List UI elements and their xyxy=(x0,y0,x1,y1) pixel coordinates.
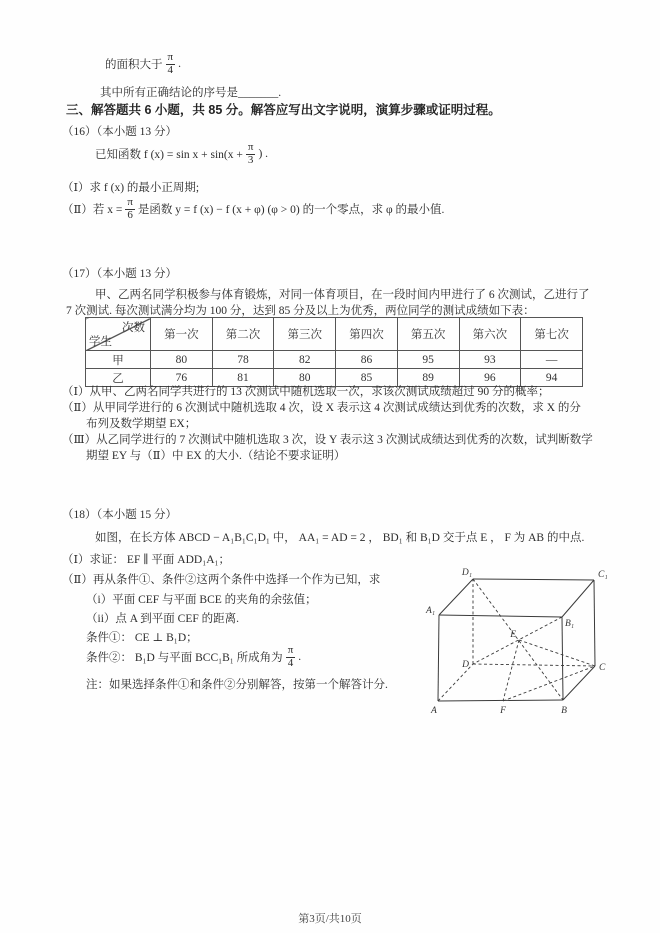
edge-dc-hidden xyxy=(473,664,595,666)
problem-17-part2-line2: 布列及数学期望 EX； xyxy=(86,418,197,430)
vertex-label-c1: C₁ xyxy=(598,570,608,580)
edge-ab xyxy=(438,700,563,701)
score-cell: 78 xyxy=(212,351,274,369)
prelude-area-suffix: . xyxy=(178,58,181,71)
p18-cond2-prefix: 条件②： B₁D 与平面 BCC₁B₁ 所成角为 xyxy=(86,652,283,665)
edge-bc xyxy=(563,666,595,700)
diagonal-b1d xyxy=(473,617,562,664)
score-cell: 80 xyxy=(151,351,213,369)
segment-ef xyxy=(503,640,519,701)
problem-17-part1: （Ⅰ）从甲、乙两名同学共进行的 13 次测试中随机选取一次，求该次测试成绩超过 90 分的概率； xyxy=(62,386,550,398)
vertex-label-f: F xyxy=(500,706,506,716)
p16-part2-prefix: （Ⅱ）若 x = xyxy=(62,204,123,217)
table-row xyxy=(86,351,583,369)
segment-ec xyxy=(519,640,595,666)
cuboid-figure xyxy=(425,562,625,727)
segment-fc xyxy=(503,666,595,701)
problem-16-part1: （Ⅰ）求 f (x) 的最小正周期; xyxy=(62,182,200,194)
col-header: 第一次 xyxy=(151,318,213,351)
score-cell: 96 xyxy=(459,369,521,387)
problem-18-part2: （Ⅱ）再从条件①、条件②这两个条件中选择一个作为已知，求 xyxy=(62,574,381,586)
score-cell: 86 xyxy=(336,351,398,369)
vertex-label-c: C xyxy=(599,663,606,673)
score-cell: 82 xyxy=(274,351,336,369)
col-header: 第五次 xyxy=(397,318,459,351)
problem-16-title: （16）（本小题 13 分） xyxy=(62,126,177,138)
col-header: 第六次 xyxy=(459,318,521,351)
vertex-label-a: A xyxy=(431,706,437,716)
fraction-pi-4-cond: $\frac{\pi}{4}$ xyxy=(287,644,294,669)
p16-part2-suffix: 是函数 y = f (x) − f (x + φ) (φ > 0) 的一个零点，求 φ 的最小值. xyxy=(137,204,445,217)
score-cell: 95 xyxy=(397,351,459,369)
problem-18-part1: （Ⅰ）求证： EF ∥ 平面 ADD₁A₁； xyxy=(62,554,231,566)
diagonal-d1b xyxy=(473,579,563,700)
edge-a1d1 xyxy=(439,579,473,615)
fraction-pi-6: $\frac{\pi}{6}$ xyxy=(127,196,133,221)
col-header: 第四次 xyxy=(336,318,398,351)
edge-c1b1 xyxy=(562,580,594,617)
corner-label-student: 学生 xyxy=(89,336,112,348)
vertex-label-d1: D₁ xyxy=(461,568,473,578)
vertex-label-b1: B₁ xyxy=(565,619,575,629)
problem-16-part2 xyxy=(62,197,444,222)
score-cell: 76 xyxy=(151,369,213,387)
score-cell: — xyxy=(521,351,583,369)
prelude-area-prefix: 的面积大于 xyxy=(105,59,163,72)
p18-cond2-suffix: . xyxy=(298,651,302,664)
problem-18-intro: 如图，在长方体 ABCD − A₁B₁C₁D₁ 中， AA₁ = AD = 2 ， BD₁ 和 B₁D 交于点 E ， F 为 AB 的中点. xyxy=(95,532,585,544)
prelude-area-line xyxy=(105,52,181,77)
corner-label-times: 次数 xyxy=(122,322,145,334)
edge-cc1 xyxy=(594,580,595,666)
section-heading: 三、解答题共 6 小题，共 85 分。解答应写出文字说明，演算步骤或证明过程。 xyxy=(66,103,501,117)
score-table xyxy=(85,317,583,387)
score-cell: 80 xyxy=(274,369,336,387)
vertex-label-a1: A₁ xyxy=(426,606,436,616)
problem-18-condition1: 条件①： CE ⊥ B₁D； xyxy=(86,632,198,644)
score-cell: 93 xyxy=(459,351,521,369)
p16-given-prefix: 已知函数 f (x) = sin x + sin(x + xyxy=(95,149,243,162)
fraction-pi-3: $\frac{\pi}{3}$ xyxy=(247,141,254,166)
edge-bb1 xyxy=(562,617,563,700)
vertex-label-d: D xyxy=(462,660,469,670)
problem-18-condition2 xyxy=(86,645,301,670)
col-header: 第七次 xyxy=(521,318,583,351)
problem-18-note: 注：如果选择条件①和条件②分别解答，按第一个解答计分. xyxy=(86,679,388,691)
problem-16-given xyxy=(95,142,268,167)
p16-given-suffix: ) . xyxy=(258,148,269,161)
row-header: 乙 xyxy=(86,369,151,387)
problem-18-part2-i: （i）平面 CEF 与平面 BCE 的夹角的余弦值； xyxy=(86,594,317,606)
fraction-pi-4: $\frac{\pi}{4}$ xyxy=(167,51,174,76)
col-header: 第三次 xyxy=(274,318,336,351)
vertex-label-e: E xyxy=(510,630,516,640)
problem-18-title: （18）（本小题 15 分） xyxy=(62,509,177,521)
row-header: 甲 xyxy=(86,351,151,369)
problem-18-part2-ii: （ii）点 A 到平面 CEF 的距离. xyxy=(86,613,240,625)
problem-17-title: （17）（本小题 13 分） xyxy=(62,268,177,280)
table-corner-cell xyxy=(86,318,151,351)
vertex-label-b: B xyxy=(561,706,567,716)
page-number-indicator: 第3页/共10页 xyxy=(298,913,362,925)
problem-17-part3-line2: 期望 EY 与（Ⅱ）中 EX 的大小.（结论不要求证明） xyxy=(86,450,346,462)
score-cell: 85 xyxy=(336,369,398,387)
edge-d1c1 xyxy=(473,579,594,580)
problem-17-part2-line1: （Ⅱ）从甲同学进行的 6 次测试中随机选取 4 次，设 X 表示这 4 次测试成绩达到优秀的次数，求 X 的分 xyxy=(62,402,581,414)
prelude-conclusion-line: 其中所有正确结论的序号是_______. xyxy=(100,87,282,99)
table-header-row xyxy=(86,318,583,351)
score-cell: 81 xyxy=(212,369,274,387)
problem-17-part3-line1: （Ⅲ）从乙同学进行的 7 次测试中随机选取 3 次，设 Y 表示这 3 次测试成绩达到优秀的次数，试判断数学 xyxy=(62,434,593,446)
score-cell: 94 xyxy=(521,369,583,387)
score-cell: 89 xyxy=(397,369,459,387)
problem-17-intro-line2: 7 次测试. 每次测试满分均为 100 分，达到 85 分及以上为优秀，两位同学的测试成绩如下表： xyxy=(66,305,535,317)
problem-17-intro-line1: 甲、乙两名同学积极参与体育锻炼，对同一体育项目，在一段时间内甲进行了 6 次测试，乙进行了 xyxy=(95,289,590,301)
col-header: 第二次 xyxy=(212,318,274,351)
edge-aa1 xyxy=(438,615,439,701)
